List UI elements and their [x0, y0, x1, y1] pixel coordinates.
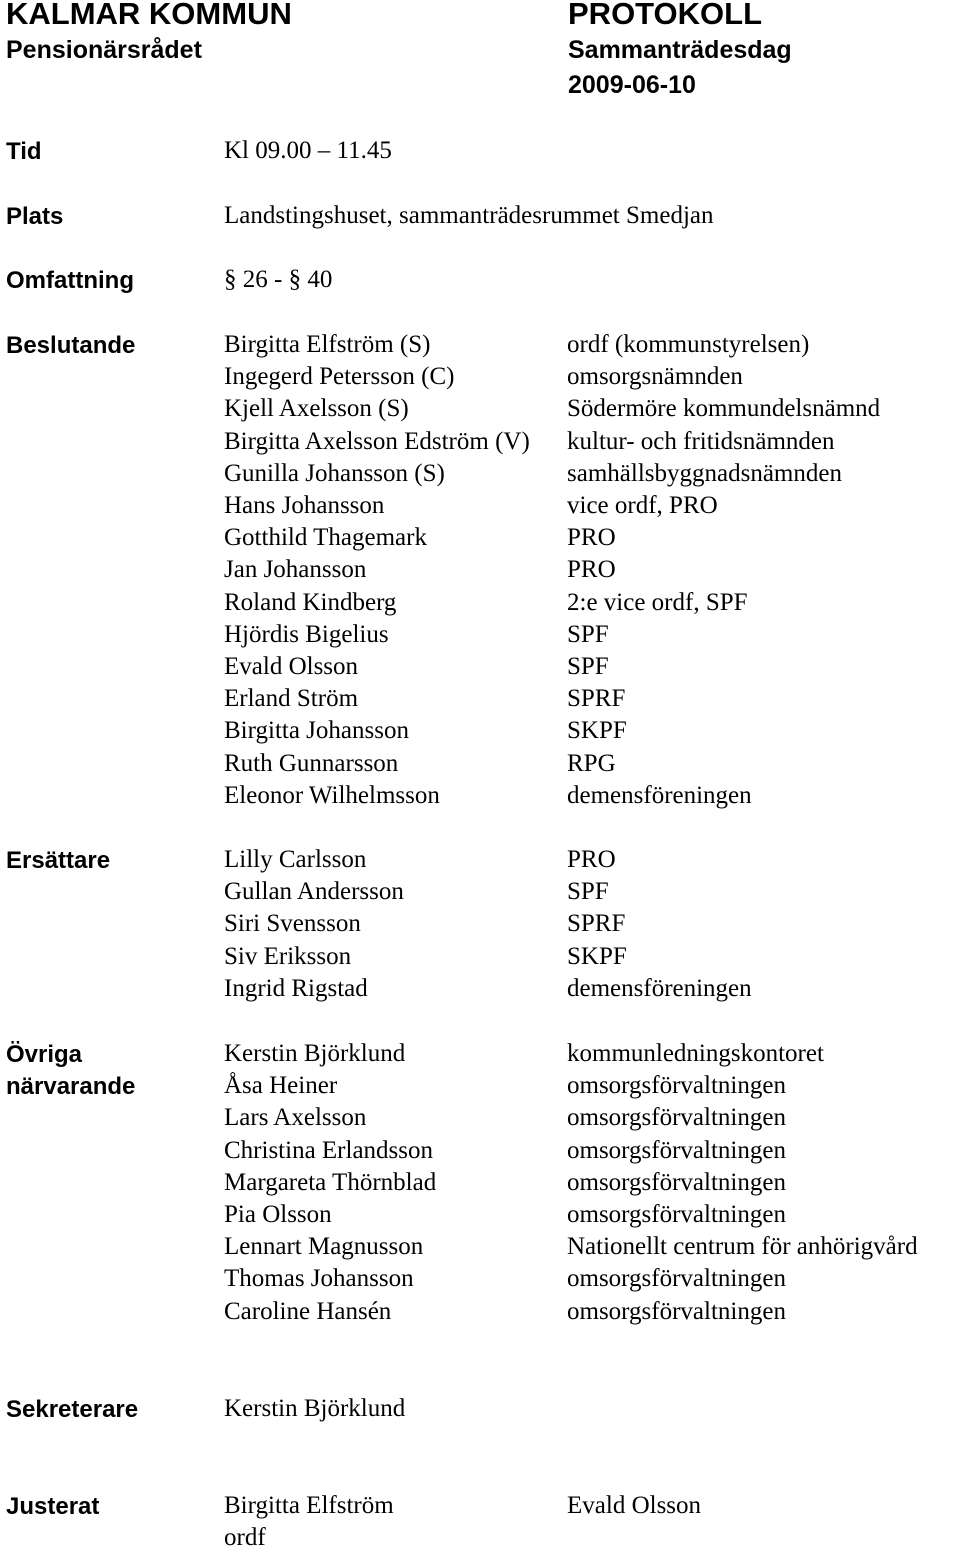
member-name: Erland Ström — [224, 685, 359, 713]
meeting-label: Sammanträdesdag — [568, 36, 792, 64]
member-name: Hjördis Bigelius — [224, 620, 389, 648]
tid-value: Kl 09.00 – 11.45 — [224, 137, 392, 164]
member-role: PRO — [567, 556, 616, 584]
member-name: Margareta Thörnblad — [224, 1168, 437, 1196]
member-name: Kerstin Björklund — [224, 1040, 406, 1067]
member-name: Caroline Hansén — [224, 1297, 392, 1325]
member-name: Siv Eriksson — [224, 942, 352, 970]
beslutande-member-row — [0, 395, 960, 427]
member-role: SKPF — [567, 717, 627, 745]
member-role: omsorgsförvaltningen — [567, 1265, 786, 1293]
omfattning-label: Omfattning — [6, 267, 134, 294]
ersattare-member-row — [0, 878, 960, 910]
ovriga-member-row — [0, 1201, 960, 1233]
member-role: samhällsbyggnadsnämnden — [567, 459, 842, 487]
ovriga-label-line2: närvarande — [6, 1073, 136, 1100]
member-role: omsorgsförvaltningen — [567, 1297, 786, 1325]
beslutande-member-row — [0, 685, 960, 717]
ovriga-member-row — [0, 1265, 960, 1297]
member-name: Gullan Andersson — [224, 878, 404, 906]
member-role: ordf (kommunstyrelsen) — [567, 331, 810, 358]
beslutande-member-row — [0, 717, 960, 749]
member-name: Ruth Gunnarsson — [224, 749, 399, 777]
document-type: PROTOKOLL — [568, 0, 763, 31]
ovriga-member-row — [0, 1233, 960, 1265]
ovriga-member-row — [0, 1169, 960, 1201]
beslutande-member-row — [0, 653, 960, 685]
ovriga-member-row — [0, 1298, 960, 1330]
member-role: omsorgsförvaltningen — [567, 1201, 786, 1228]
sekreterare-label: Sekreterare — [6, 1396, 139, 1423]
beslutande-member-row — [0, 589, 960, 621]
member-role: Södermöre kommundelsnämnd — [567, 395, 881, 423]
ovriga-label-line1: Övriga — [6, 1041, 83, 1068]
member-role: PRO — [567, 524, 616, 552]
beslutande-label: Beslutande — [6, 332, 136, 359]
beslutande-member-row — [0, 331, 960, 363]
ersattare-member-row — [0, 943, 960, 975]
member-name: Birgitta Johansson — [224, 717, 409, 745]
ersattare-label: Ersättare — [6, 847, 111, 874]
member-role: SKPF — [567, 942, 627, 970]
beslutande-member-row — [0, 460, 960, 492]
member-name: Jan Johansson — [224, 556, 367, 584]
beslutande-member-row — [0, 782, 960, 814]
omfattning-value: § 26 - § 40 — [224, 266, 333, 293]
member-role: SPF — [567, 878, 609, 906]
sekreterare-name: Kerstin Björklund — [224, 1395, 406, 1422]
member-name: Eleonor Wilhelmsson — [224, 781, 440, 809]
member-role: omsorgsförvaltningen — [567, 1104, 786, 1132]
member-name: Siri Svensson — [224, 910, 361, 938]
plats-label: Plats — [6, 203, 64, 230]
beslutande-member-row — [0, 556, 960, 588]
beslutande-member-row — [0, 524, 960, 556]
beslutande-member-row — [0, 621, 960, 653]
member-name: Ingegerd Petersson (C) — [224, 363, 455, 391]
ersattare-member-row — [0, 975, 960, 1007]
justerat-label: Justerat — [6, 1493, 100, 1520]
member-role: SPRF — [567, 910, 626, 938]
member-name: Åsa Heiner — [224, 1072, 338, 1100]
ovriga-member-row — [0, 1104, 960, 1136]
department-name: Pensionärsrådet — [6, 36, 202, 64]
ersattare-member-row — [0, 846, 960, 878]
member-role: RPG — [567, 749, 616, 777]
member-role: kommunledningskontoret — [567, 1040, 824, 1067]
member-name: Christina Erlandsson — [224, 1136, 434, 1164]
member-role: 2:e vice ordf, SPF — [567, 588, 748, 616]
member-name: Kjell Axelsson (S) — [224, 395, 409, 423]
member-role: kultur- och fritidsnämnden — [567, 427, 835, 455]
member-role: omsorgsförvaltningen — [567, 1168, 786, 1196]
member-role: Nationellt centrum för anhörigvård — [567, 1233, 918, 1261]
organization-name: KALMAR KOMMUN — [6, 0, 292, 31]
member-role: omsorgsförvaltningen — [567, 1072, 786, 1100]
justerat-signer1-name: Birgitta Elfström — [224, 1492, 394, 1519]
member-name: Pia Olsson — [224, 1201, 332, 1228]
justerat-signer1-role: ordf — [224, 1524, 266, 1551]
beslutande-member-row — [0, 363, 960, 395]
ovriga-member-row — [0, 1072, 960, 1104]
member-role: omsorgsförvaltningen — [567, 1136, 786, 1164]
tid-label: Tid — [6, 138, 42, 165]
member-name: Gunilla Johansson (S) — [224, 459, 445, 487]
justerat-signer2-name: Evald Olsson — [567, 1492, 702, 1519]
member-name: Lars Axelsson — [224, 1104, 367, 1132]
member-role: PRO — [567, 846, 616, 873]
member-name: Lilly Carlsson — [224, 846, 367, 873]
member-role: vice ordf, PRO — [567, 492, 718, 519]
member-role: SPF — [567, 653, 609, 680]
ovriga-member-row — [0, 1137, 960, 1169]
beslutande-member-row — [0, 750, 960, 782]
plats-value: Landstingshuset, sammanträdesrummet Smedjan — [224, 202, 714, 229]
ersattare-member-row — [0, 910, 960, 942]
member-name: Evald Olsson — [224, 653, 359, 680]
member-role: demensföreningen — [567, 974, 752, 1002]
member-role: omsorgsnämnden — [567, 363, 743, 391]
member-name: Hans Johansson — [224, 492, 385, 519]
member-name: Ingrid Rigstad — [224, 974, 368, 1002]
beslutande-member-row — [0, 492, 960, 524]
member-name: Roland Kindberg — [224, 588, 397, 616]
member-name: Birgitta Elfström (S) — [224, 331, 431, 358]
member-name: Gotthild Thagemark — [224, 524, 427, 552]
member-name: Thomas Johansson — [224, 1265, 414, 1293]
member-role: SPF — [567, 620, 609, 648]
member-name: Birgitta Axelsson Edström (V) — [224, 427, 530, 455]
meeting-date: 2009-06-10 — [568, 71, 696, 99]
ovriga-member-row — [0, 1040, 960, 1072]
beslutande-member-row — [0, 428, 960, 460]
member-role: demensföreningen — [567, 781, 752, 809]
member-role: SPRF — [567, 685, 626, 713]
member-name: Lennart Magnusson — [224, 1233, 424, 1261]
